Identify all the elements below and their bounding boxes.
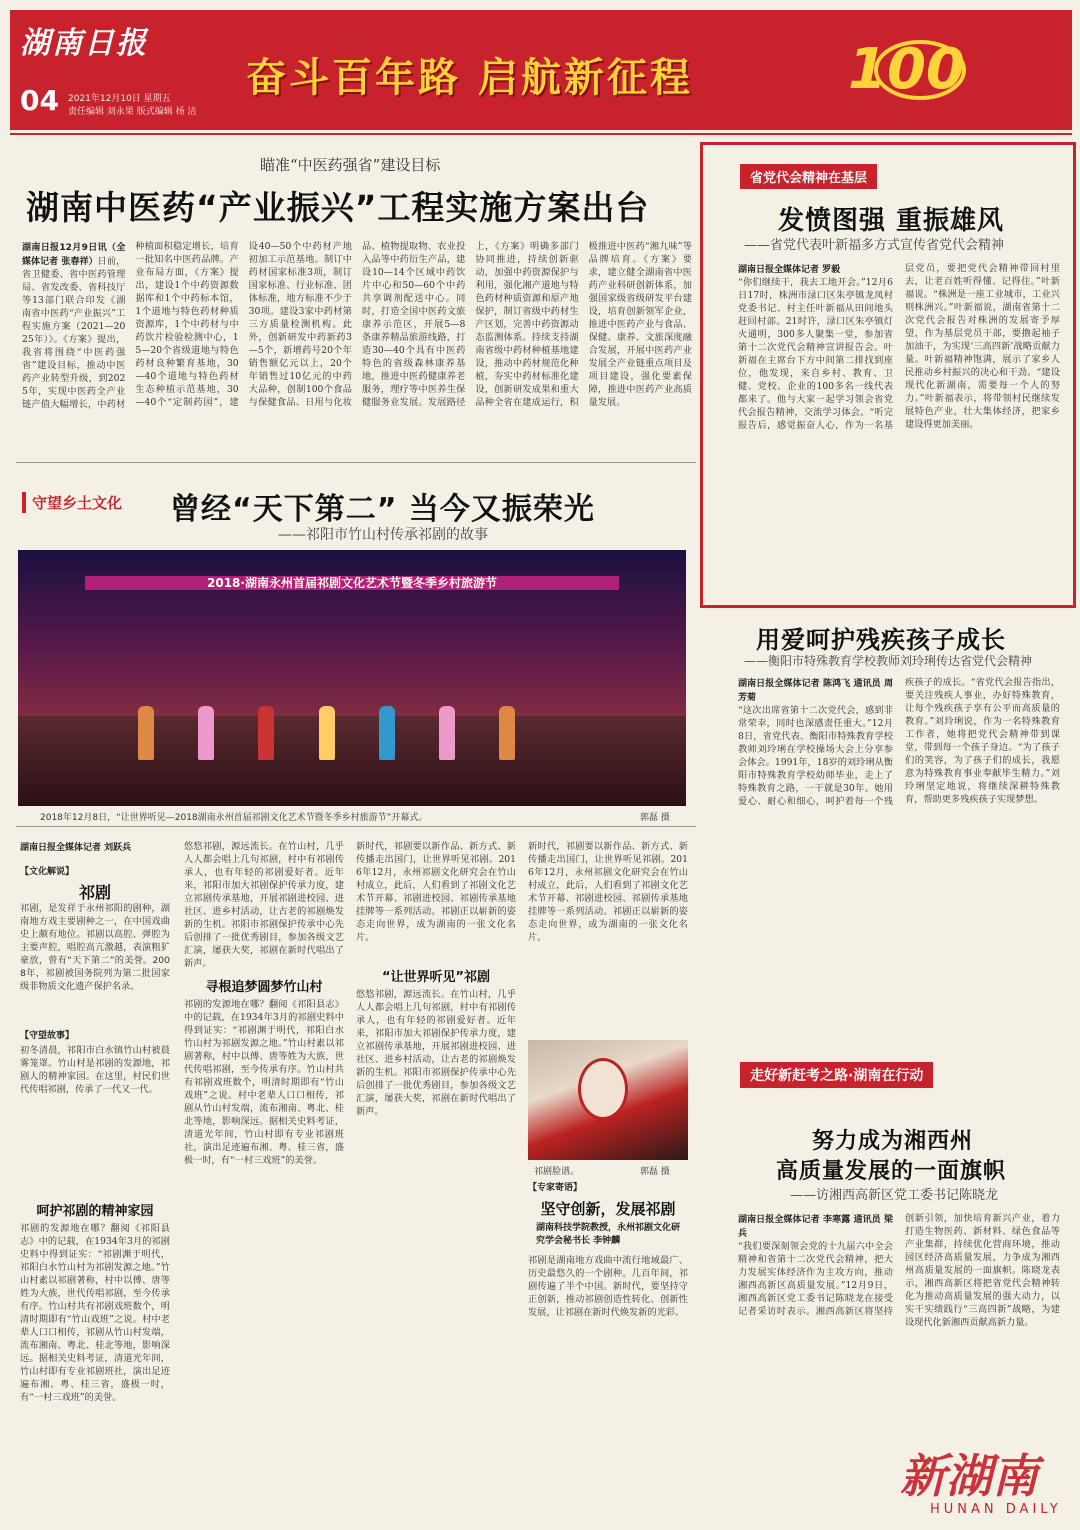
opera-text-a2: 悠悠祁剧，源远流长。在竹山村，几乎人人都会唱上几句祁剧，村中有祁剧传承人，也有年轻的祁剧爱好者。近年来，祁阳市加大祁剧保护传承力度，建立祁剧传承基地，开展祁剧进校园、进社区、进乡村活动，让古老的祁剧焕发新的生机。祁阳市祁剧保护传承中心先后创排了一批优秀剧目，参加各级文艺汇演，屡获大奖，祁剧在新时代唱出了新声。 xyxy=(184,841,344,968)
headline-slogan: 奋斗百年路 启航新征程 xyxy=(246,55,693,101)
performer xyxy=(499,706,515,760)
opera-subtitle: ——祁阳市竹山村传承祁剧的故事 xyxy=(278,527,488,543)
opera-section-tag: 守望乡土文化 xyxy=(22,492,122,513)
opera-photo-caption: 2018年12月8日，“让世界听见—2018湖南永州首届祁剧文化艺术节暨冬季乡村旅游节”开幕式。 xyxy=(40,813,428,823)
masthead-rule xyxy=(10,133,1072,135)
issue-editors: 责任编辑 刘永果 版式编辑 杨 洁 xyxy=(68,107,197,117)
mask-photo-credit: 郭磊 摄 xyxy=(640,1167,670,1177)
teacher-text: “这次出席省第十二次党代会，感到非常荣幸，同时也深感责任重大。”12月8日，省党代表、衡阳市特殊教育学校教师刘玲琍在学校操场大会上分享参会体会。1991年，18岁的刘玲琍从衡阳市特殊教育学校幼师毕业，走上了特殊教育之路，一干就是30年。她用爱心、耐心和细心，呵护着每一个残疾孩子的成长。“省党代会报告指出，要关注残疾人事业，办好特殊教育，让每个残疾孩子享有公平而高质量的教育。”刘玲琍说，作为一名特殊教育工作者，她将把党代会精神带到课堂，带到每一个孩子身边。“为了孩子们的笑容，为了孩子们的成长，我愿意为特殊教育事业奉献毕生精力。”刘玲琍坚定地说，将继续深耕特殊教育，帮助更多残疾孩子实现梦想。 xyxy=(738,677,1060,807)
opera-byline: 湖南日报全媒体记者 刘跃兵 xyxy=(20,843,132,853)
opera-text-c: 悠悠祁剧，源远流长。在竹山村，几乎人人都会唱上几句祁剧，村中有祁剧传承人，也有年轻的祁剧爱好者。近年来，祁阳市加大祁剧保护传承力度，建立祁剧传承基地，开展祁剧进校园、进社区、进乡村活动，让古老的祁剧焕发新的生机。祁阳市祁剧保护传承中心先后创排了一批优秀剧目，参加各级文艺汇演，屡获大奖，祁剧在新时代唱出了新声。 xyxy=(356,989,516,1117)
performer xyxy=(258,706,274,760)
xiangxi-title-line1: 努力成为湘西州 xyxy=(812,1129,974,1154)
expert-text: 祁剧是湖南地方戏曲中流行地域最广、历史最悠久的一个剧种。几百年间，祁剧传遍了半个中国。新时代，要坚持守正创新，推动祁剧创造性转化、创新性发展，让祁剧在新时代焕发新的光彩。 xyxy=(528,1255,688,1318)
performer xyxy=(379,706,395,760)
performer xyxy=(319,706,335,760)
xiangxi-text: “我们要深刻领会党的十九届六中全会精神和省第十二次党代会精神，把大力发展实体经济作为主攻方向，推动湘西高新区高质量发展。”12月9日，湘西高新区党工委书记陈晓龙在接受记者采访时表示。湘西高新区将坚持创新引领，加快培育新兴产业，着力打造生物医药、新材料、绿色食品等产业集群，持续优化营商环境，推动园区经济高质量发展，力争成为湘西州高质量发展的一面旗帜。陈晓龙表示，湘西高新区将把省党代会精神转化为推动高质量发展的强大动力，以实干实绩践行“三高四新”战略，为建设现代化新湘西贡献高新力量。 xyxy=(738,1213,1060,1328)
mask-face xyxy=(578,1058,628,1120)
performer xyxy=(198,706,214,760)
xiangxi-subtitle: ——访湘西高新区党工委书记陈晓龙 xyxy=(790,1188,999,1203)
opera-text-d1: 新时代，祁剧要以新作品、新方式、新传播走出国门，让世界听见祁剧。2016年12月，永州祁剧文化研究会在竹山村成立，此后，人们看到了祁剧文化艺术节开幕、祁剧进校园、祁剧传承基地挂牌等一系列活动。祁剧正以崭新的姿态走向世界，成为湖南的一张文化名片。 xyxy=(528,841,688,943)
culture-label: 【文化解说】 xyxy=(20,867,75,877)
story-label: 【守望故事】 xyxy=(20,1031,75,1041)
tcm-body xyxy=(22,240,692,450)
sub-heading-3: “让世界听见”祁剧 xyxy=(381,970,491,985)
mask-photo-caption: 祁剧脸谱。 xyxy=(534,1167,580,1177)
teacher-byline: 湖南日报全媒体记者 陈鸿飞 通讯员 周芳菊 xyxy=(738,679,893,703)
opera-text-b: 祁剧的发源地在哪？翻阅《祁阳县志》中的记载，在1934年3月的祁剧史料中得到证实：“祁剧渊于明代，祁阳白水竹山村为祁剧发源之地。”竹山村素以祁剧著称，村中以傅、唐等姓为大族，世代传唱祁剧，至今传承有序。竹山村共有祁剧戏班数个，明清时期即有“竹山戏班”之说。村中老辈人口口相传，祁剧从竹山村发端，流布湘南、粤北、桂北等地，影响深远。据相关史料考证，清道光年间，竹山村即有专业祁剧班社，演出足迹遍布湘、粤、桂三省，盛极一时，有“一村三戏班”的美誉。 xyxy=(184,999,344,1166)
tcm-text: 日前，省卫健委、省中医药管理局、省发改委、省科技厅等13部门联合印发《湖南省中医药“产业振兴”工程实施方案（2021—2025年）》。《方案》提出，我省将围绕“中医药强省”建设目标，推动中医药产业转型升级，到2025年，实现中医药全产业链产值大幅增长，中药材种植面积稳定增长，培育一批知名中医药品牌。产业布局方面，《方案》提出，建设1个中药资源数据库和1个中药标本馆，1个道地与特色药材种质资源库，1个中药材与中药饮片检验检测中心，15—20个省级道地与特色药材良种繁育基地，30—40个道地与特色药材生态种植示范基地，30—40个“定制药园”，建设40—50个中药材产地初加工示范基地。制订中药材国家标准3项，制订国家标准、行业标准、团体标准，地方标准不少于30项。建设3家中药材第三方质量检测机构。此外，创新研发中药新药3—5个，新增药号20个年销售额亿元以上，20个年销售过10亿元的中药大品种，创制100个食品与保健食品、日用与化妆品、植物提取物、农业投入品等中药衍生产品，建设10—14个区域中药饮片中心和50—60个中药共享调剂配送中心。同时，打造全国中医药文旅康养示范区，开展5—8条康养精品旅游线路，打造30—40个具有中医药特色的省级森林康养基地，推进中医药健康养老服务，理疗等中医养生保健服务业发展。发展路径上，《方案》明确多部门协同推进，持续创新驱动，加强中药资源保护与利用，强化湘产道地与特色药材种质资源和原产地保护，制订省级中药材生产区划，完善中药资源动态监测体系。持续支持湖南省级中药材种植基地建设，推动中药材规范化种植，夯实中药材标准化建设，创新研发成果和重大品种全省在建成运行，积极推进中医药“湘九味”等品牌培育。《方案》要求，建立健全湖南省中医药产业科研创新体系，加强国家级省级研发平台建设，培育创新领军企业，推进中医药产业与食品、保健、康养、文旅深度融合发展，开展中医药产业发展全产业链重点项目及项目建设，强化要素保障，推进中医药产业高质量发展。 xyxy=(22,241,692,410)
teacher-title: 用爱呵护残疾孩子成长 xyxy=(756,626,1006,654)
expert-tag: 【专家寄语】 xyxy=(528,1183,583,1193)
opera-photo-divider xyxy=(16,826,696,827)
tcm-kicker: 瞄准“中医药强省”建设目标 xyxy=(260,156,441,174)
sub-heading-2: 寻根追梦圆梦竹山村 xyxy=(205,980,323,995)
side-explanation: 祁剧，是发祥于永州祁阳的剧种，湖南地方戏主要剧种之一，在中国戏曲史上颇有地位。祁剧以高腔、弹腔为主要声腔，唱腔高亢激越，表演粗犷豪放，曾有“天下第二”的美誉。2008年，祁剧被国务院列为第二批国家级非物质文化遗产保护名录。 xyxy=(20,903,170,992)
xiangxi-byline: 湖南日报全媒体记者 李寒露 通讯员 梁兵 xyxy=(738,1215,893,1239)
centenary-text: 100 xyxy=(848,37,965,102)
expert-title: 坚守创新，发展祁剧 xyxy=(540,1200,676,1218)
xiangxi-title-line2: 高质量发展的一面旗帜 xyxy=(776,1159,1007,1184)
party-byline: 湖南日报全媒体记者 罗毅 xyxy=(738,265,841,275)
performer xyxy=(138,706,154,760)
party-subtitle: ——省党代表叶新福多方式宣传省党代会精神 xyxy=(744,238,1005,253)
opera-title: 曾经“天下第二” 当今又振荣光 xyxy=(170,492,595,527)
opera-text-c1: 新时代，祁剧要以新作品、新方式、新传播走出国门，让世界听见祁剧。2016年12月，永州祁剧文化研究会在竹山村成立，此后，人们看到了祁剧文化艺术节开幕、祁剧进校园、祁剧传承基地挂牌等一系列活动。祁剧正以崭新的姿态走向世界，成为湖南的一张文化名片。 xyxy=(356,841,516,943)
tcm-divider xyxy=(16,462,696,463)
stage-floor xyxy=(18,716,686,806)
teacher-subtitle: ——衡阳市特殊教育学校教师刘玲琍传达省党代会精神 xyxy=(744,654,1033,668)
tcm-byline: 湖南日报12月9日讯（全媒体记者 张春祥） xyxy=(22,243,126,267)
opera-mask-photo xyxy=(528,1040,688,1160)
teacher-body xyxy=(738,676,1060,1016)
page-number: 04 xyxy=(20,84,59,117)
party-text: “你们继续干，我去工地开会。”12月6日17时，株洲市渌口区朱亭镇龙凤村党委书记、村主任叶新福从田间地头赶回村部。21时许，渌口区朱亭镇灯火通明，300多人聚集一堂，参加省第十二次党代会精神宣讲报告会。叶新福在主席台下方中间第二排找到座位，他发现，来自乡村、教育、卫健、党校、企业的100多名一线代表都来了。他与大家一起学习领会省党代会报告精神，交流学习体会。“听完报告后，感觉振奋人心，作为一名基层党员，要把党代会精神带回村里去，让老百姓听得懂、记得住。”叶新福说。“株洲是一座工业城市，工业兴则株洲兴。”叶新福说，湖南省第十二次党代会报告对株洲的发展寄予厚望，作为基层党员干部，要撸起袖子加油干，为实现‘三高四新’战略贡献力量。叶新福精神饱满，展示了家乡人民推动乡村振兴的决心和干劲。“建设现代化新湖南，需要每一个人的努力。”叶新福表示，将带领村民继续发展特色产业，壮大集体经济，把家乡建设得更加美丽。 xyxy=(738,263,1060,431)
xiangxi-section-tag: 走好新赶考之路·湖南在行动 xyxy=(740,1062,933,1088)
party-body xyxy=(738,262,1060,592)
opera-photo-credit: 郭磊 摄 xyxy=(640,813,670,823)
sub-heading-1: 呵护祁剧的精神家园 xyxy=(36,1204,154,1219)
story-text: 初冬清晨，祁阳市白水镇竹山村被晨雾笼罩。竹山村是祁剧的发源地，祁剧人的精神家园。在这里，村民们世代传唱祁剧，传承了一代又一代。 xyxy=(20,1045,170,1095)
opera-text-a: 祁剧的发源地在哪？翻阅《祁阳县志》中的记载，在1934年3月的祁剧史料中得到证实：“祁剧渊于明代，祁阳白水竹山村为祁剧发源之地。”竹山村素以祁剧著称，村中以傅、唐等姓为大族，世代传唱祁剧，至今传承有序。竹山村共有祁剧戏班数个，明清时期即有“竹山戏班”之说。村中老辈人口口相传，祁剧从竹山村发端，流布湘南、粤北、桂北等地，影响深远。据相关史料考证，清道光年间，竹山村即有专业祁剧班社，演出足迹遍布湘、粤、桂三省，盛极一时，有“一村三戏班”的美誉。 xyxy=(20,1223,170,1403)
performer xyxy=(439,706,455,760)
party-title: 发愤图强 重振雄风 xyxy=(778,206,1005,236)
paper-logo: 湖南日报 xyxy=(20,26,148,61)
issue-date: 2021年12月10日 星期五 xyxy=(68,94,171,104)
hunan-daily-watermark: HUNAN DAILY xyxy=(930,1502,1062,1517)
stage-banner: 2018·湖南永州首届祁剧文化艺术节暨冬季乡村旅游节 xyxy=(85,576,619,590)
expert-byline: 湖南科技学院教授，永州祁剧文化研究学会秘书长 李钟麟 xyxy=(536,1223,681,1246)
side-heading: 祁剧 xyxy=(78,883,111,902)
xinhunan-watermark: 新湖南 xyxy=(900,1449,1038,1503)
opera-stage-photo xyxy=(18,550,686,806)
centenary-emblem xyxy=(820,26,970,106)
tcm-title: 湖南中医药“产业振兴”工程实施方案出台 xyxy=(26,188,650,227)
issue-meta xyxy=(68,93,196,119)
party-section-tag: 省党代会精神在基层 xyxy=(740,164,877,189)
